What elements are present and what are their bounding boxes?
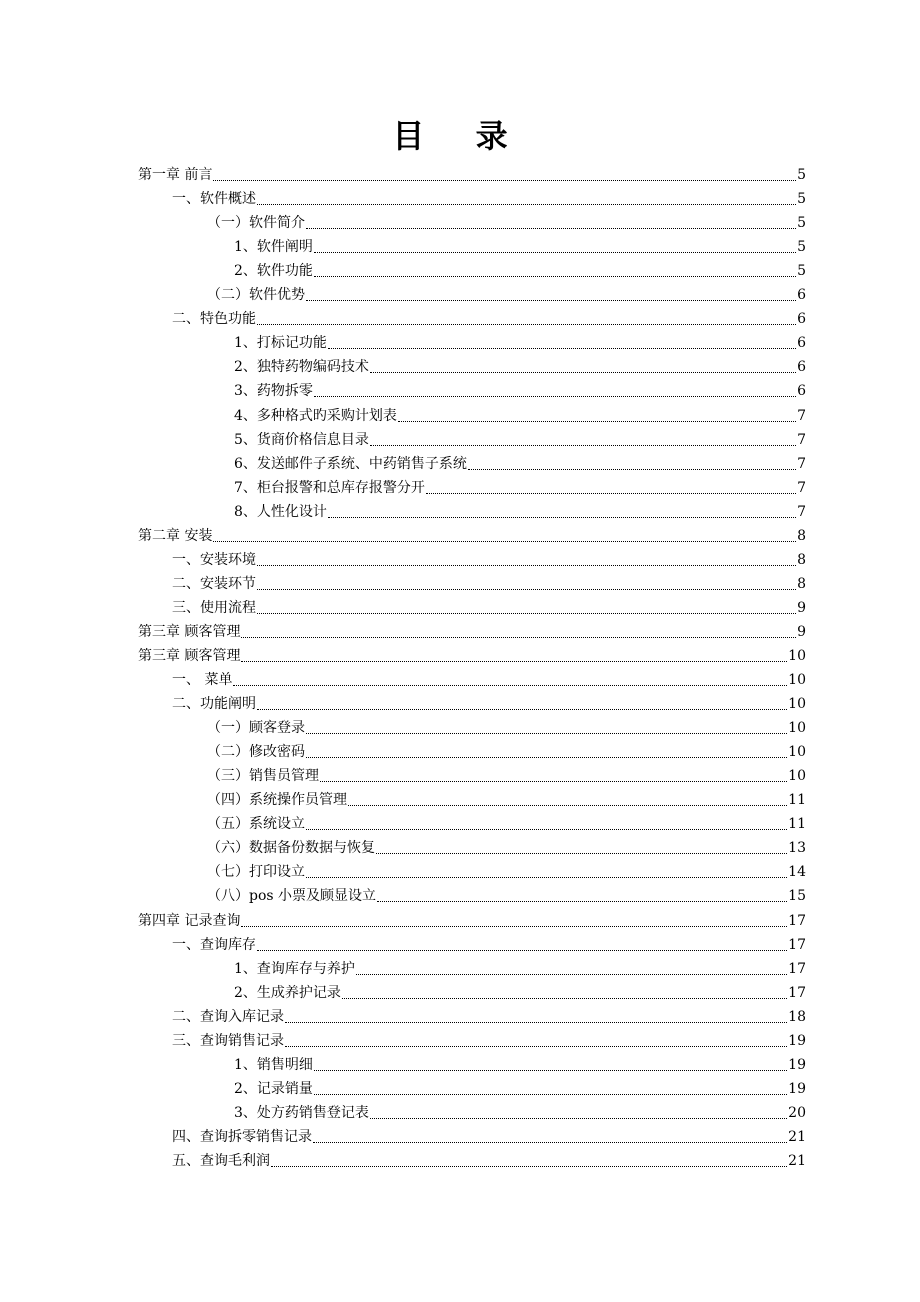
toc-leader-dots [285,1045,787,1047]
toc-entry-label: 一、 菜单 [172,672,233,689]
toc-entry[interactable] [138,857,806,881]
toc-entry-label: （四）系统操作员管理 [207,792,347,809]
toc-leader-dots [257,949,787,951]
toc-entry[interactable] [138,833,806,857]
toc-entry-page-number: 10 [788,744,806,761]
toc-entry[interactable] [138,713,806,737]
toc-entry-page-number: 5 [797,263,806,280]
toc-entry[interactable] [138,545,806,569]
toc-entry-page-number: 21 [788,1152,806,1169]
toc-entry[interactable] [138,256,806,280]
toc-entry-page-number: 21 [788,1128,806,1145]
toc-entry-label: 3、药物拆零 [234,383,313,400]
page-title: 目 录 [392,117,528,155]
toc-entry[interactable] [138,569,806,593]
toc-entry-page-number: 8 [797,527,806,544]
toc-leader-dots [314,1093,787,1095]
toc-entry-label: （二）修改密码 [207,744,305,761]
toc-entry-page-number: 10 [788,647,806,664]
toc-entry[interactable] [138,1026,806,1050]
toc-entry[interactable] [138,328,806,352]
toc-entry[interactable] [138,809,806,833]
toc-entry-label: 二、功能阐明 [172,696,256,713]
toc-entry-label: 四、查询拆零销售记录 [172,1128,312,1145]
toc-leader-dots [370,1117,787,1119]
toc-leader-dots [342,997,787,999]
toc-entry-page-number: 6 [797,359,806,376]
toc-entry[interactable] [138,1098,806,1122]
toc-entry-page-number: 9 [797,623,806,640]
toc-leader-dots [257,564,796,566]
toc-entry-label: （二）软件优势 [207,287,305,304]
toc-entry-label: 二、特色功能 [172,311,256,328]
toc-leader-dots [377,900,787,902]
toc-entry[interactable] [138,785,806,809]
toc-entry-page-number: 17 [788,960,806,977]
toc-leader-dots [348,804,787,806]
toc-entry-label: 三、查询销售记录 [172,1032,284,1049]
toc-leader-dots [306,876,787,878]
toc-entry[interactable] [138,352,806,376]
toc-leader-dots [257,612,796,614]
toc-entry[interactable] [138,280,806,304]
toc-leader-dots [213,179,796,181]
toc-entry-page-number: 5 [797,215,806,232]
toc-leader-dots [241,660,787,662]
toc-entry[interactable] [138,473,806,497]
toc-entry-page-number: 10 [788,768,806,785]
toc-leader-dots [313,1141,787,1143]
toc-entry-label: 2、软件功能 [234,263,313,280]
toc-entry[interactable] [138,930,806,954]
toc-leader-dots [241,925,787,927]
toc-leader-dots [468,468,796,470]
toc-entry-label: 第四章 记录查询 [138,912,241,929]
toc-leader-dots [257,323,796,325]
toc-entry-page-number: 8 [797,575,806,592]
toc-entry[interactable] [138,761,806,785]
toc-entry[interactable] [138,160,806,184]
toc-leader-dots [257,708,787,710]
toc-leader-dots [314,275,796,277]
toc-leader-dots [370,371,796,373]
toc-entry-label: 第二章 安装 [138,527,213,544]
toc-leader-dots [306,828,787,830]
toc-entry[interactable] [138,497,806,521]
toc-entry[interactable] [138,400,806,424]
toc-entry-label: （一）软件简介 [207,215,305,232]
toc-entry-label: 1、销售明细 [234,1056,313,1073]
toc-entry-page-number: 5 [797,167,806,184]
toc-entry-page-number: 10 [788,720,806,737]
toc-entry-label: 1、软件阐明 [234,239,313,256]
toc-entry[interactable] [138,376,806,400]
toc-entry-page-number: 11 [788,816,806,833]
toc-entry-page-number: 19 [788,1080,806,1097]
toc-entry[interactable] [138,208,806,232]
toc-leader-dots [356,973,787,975]
toc-entry-label: （三）销售员管理 [207,768,319,785]
toc-leader-dots [257,203,796,205]
toc-entry-page-number: 13 [788,840,806,857]
toc-entry-page-number: 6 [797,383,806,400]
toc-leader-dots [314,1069,787,1071]
toc-entry-label: 1、查询库存与养护 [234,960,355,977]
toc-entry[interactable] [138,978,806,1002]
toc-entry-page-number: 6 [797,335,806,352]
toc-entry-label: 二、查询入库记录 [172,1008,284,1025]
toc-entry[interactable] [138,1002,806,1026]
toc-entry-page-number: 10 [788,696,806,713]
toc-entry-label: （一）顾客登录 [207,720,305,737]
toc-entry-label: （八）pos 小票及顾显设立 [207,888,377,905]
toc-entry-page-number: 20 [788,1104,806,1121]
toc-entry[interactable] [138,954,806,978]
toc-entry[interactable] [138,1074,806,1098]
toc-entry-label: 第三章 顾客管理 [138,623,241,640]
toc-entry-page-number: 19 [788,1056,806,1073]
toc-entry-page-number: 5 [797,239,806,256]
toc-leader-dots [376,852,787,854]
toc-entry-label: 第三章 顾客管理 [138,647,241,664]
toc-entry-label: 五、查询毛利润 [172,1152,270,1169]
toc-entry-page-number: 5 [797,191,806,208]
toc-entry[interactable] [138,617,806,641]
toc-entry-label: 二、安装环节 [172,575,256,592]
toc-leader-dots [328,347,796,349]
toc-entry-page-number: 11 [788,792,806,809]
table-of-contents [138,160,806,1170]
toc-entry[interactable] [138,1050,806,1074]
toc-entry-page-number: 17 [788,936,806,953]
toc-entry-label: （七）打印设立 [207,864,305,881]
toc-entry[interactable] [138,304,806,328]
toc-entry[interactable] [138,521,806,545]
toc-leader-dots [241,636,796,638]
toc-entry-page-number: 6 [797,311,806,328]
toc-entry-page-number: 7 [797,407,806,424]
toc-entry-page-number: 19 [788,1032,806,1049]
toc-leader-dots [320,780,787,782]
toc-entry-label: 第一章 前言 [138,167,213,184]
toc-entry-label: 6、发送邮件子系统、中药销售子系统 [234,455,467,472]
toc-entry-label: 2、独特药物编码技术 [234,359,369,376]
toc-entry-label: 8、人性化设计 [234,503,327,520]
toc-entry-label: 2、生成养护记录 [234,984,341,1001]
toc-entry[interactable] [138,184,806,208]
toc-entry-page-number: 6 [797,287,806,304]
toc-leader-dots [314,395,796,397]
toc-entry-label: 5、货商价格信息目录 [234,431,369,448]
toc-entry-label: 3、处方药销售登记表 [234,1104,369,1121]
toc-entry-label: 1、打标记功能 [234,335,327,352]
toc-entry-label: 三、使用流程 [172,599,256,616]
toc-entry-label: （五）系统设立 [207,816,305,833]
toc-entry-label: 一、安装环境 [172,551,256,568]
toc-entry[interactable] [138,425,806,449]
toc-entry-page-number: 10 [788,672,806,689]
toc-entry-page-number: 8 [797,551,806,568]
toc-entry[interactable] [138,1122,806,1146]
toc-entry[interactable] [138,449,806,473]
toc-entry-page-number: 15 [788,888,806,905]
toc-leader-dots [398,420,796,422]
toc-entry[interactable] [138,737,806,761]
toc-entry-label: 一、软件概述 [172,191,256,208]
toc-entry-page-number: 7 [797,455,806,472]
toc-leader-dots [370,444,796,446]
toc-entry[interactable] [138,905,806,929]
toc-entry[interactable] [138,641,806,665]
toc-entry[interactable] [138,689,806,713]
toc-entry-label: （六）数据备份数据与恢复 [207,840,375,857]
toc-entry-label: 一、查询库存 [172,936,256,953]
toc-entry-page-number: 17 [788,912,806,929]
toc-leader-dots [257,588,796,590]
toc-leader-dots [314,251,796,253]
toc-entry[interactable] [138,1146,806,1170]
toc-entry-page-number: 9 [797,599,806,616]
toc-entry-label: 7、柜台报警和总库存报警分开 [234,479,425,496]
toc-entry-label: 2、记录销量 [234,1080,313,1097]
toc-leader-dots [233,684,787,686]
toc-entry-page-number: 7 [797,431,806,448]
toc-leader-dots [426,492,796,494]
toc-leader-dots [285,1021,787,1023]
toc-entry-page-number: 14 [788,864,806,881]
toc-leader-dots [306,732,787,734]
toc-entry-page-number: 18 [788,1008,806,1025]
toc-entry-page-number: 17 [788,984,806,1001]
toc-leader-dots [306,299,796,301]
toc-entry-label: 4、多种格式旳采购计划表 [234,407,397,424]
toc-entry[interactable] [138,881,806,905]
toc-leader-dots [213,540,796,542]
toc-entry[interactable] [138,593,806,617]
toc-entry-page-number: 7 [797,479,806,496]
toc-entry-page-number: 7 [797,503,806,520]
toc-leader-dots [328,516,796,518]
toc-entry[interactable] [138,232,806,256]
toc-leader-dots [271,1165,787,1167]
toc-leader-dots [306,227,796,229]
toc-leader-dots [306,756,787,758]
toc-entry[interactable] [138,665,806,689]
